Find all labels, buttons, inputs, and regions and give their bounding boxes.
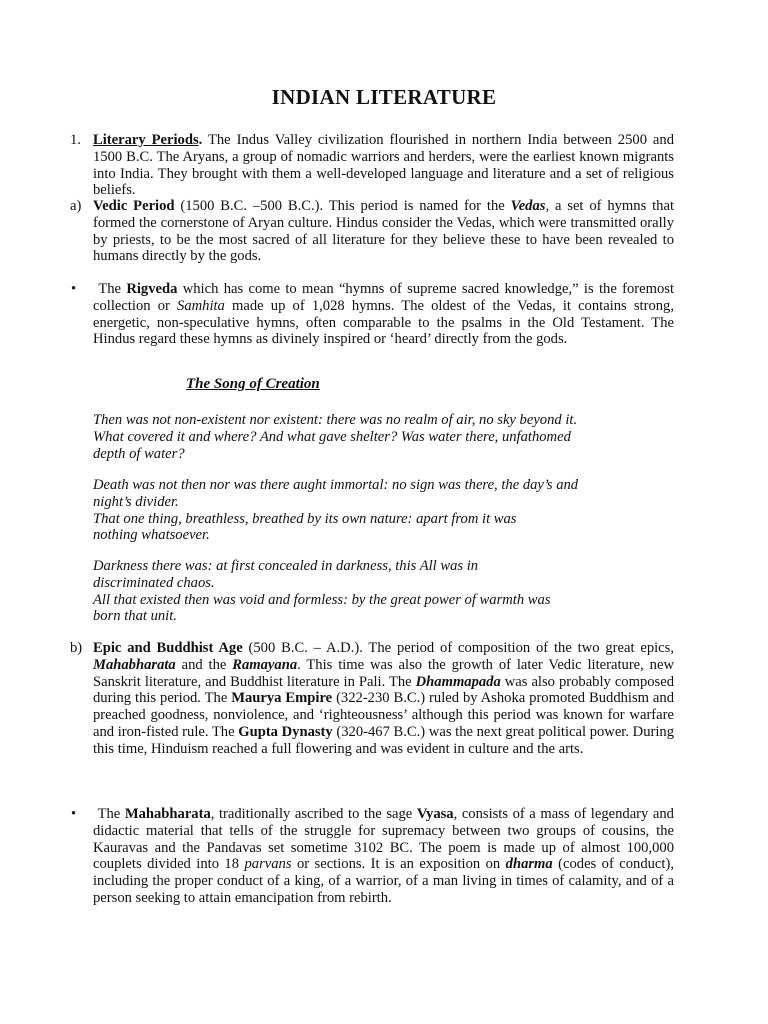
poem-line: What covered it and where? And what gave shelter? Was water there, unfathomed [93, 428, 571, 445]
literary-periods-paragraph [93, 132, 674, 199]
epic-text-6: (320-467 B.C.) was the next great political power. During this time, Hinduism reached a full flowering and was evident in culture and the arts. [93, 723, 674, 757]
dharma-term: dharma [505, 856, 553, 873]
poem-line: born that unit. [93, 608, 177, 625]
poem-line: nothing whatsoever. [93, 527, 210, 544]
poem-line: That one thing, breathless, breathed by its own nature: apart from it was [93, 510, 517, 527]
mahabharata-text-1: , traditionally ascribed to the sage [210, 806, 417, 822]
mahabharata-text-0: The [97, 806, 125, 822]
epic-text-1: (500 B.C. – A.D.). The period of composition of the two great epics, [242, 640, 674, 656]
epic-text-4: was also probably composed during this period. The [93, 673, 674, 707]
rigveda-paragraph [93, 281, 674, 348]
poem-line: Then was not non-existent nor existent: there was no realm of air, no sky beyond it. [93, 412, 578, 428]
vedas-term: Vedas [510, 198, 546, 214]
poem-line: Darkness there was: at first concealed in darkness, this All was in [93, 558, 479, 574]
poem-line: discriminated chaos. [93, 574, 215, 591]
epic-age-heading: Epic and Buddhist Age [93, 640, 243, 656]
dhammapada-term: Dhammapada [415, 673, 501, 690]
mahabharata-text-4: (codes of conduct), including the proper conduct of a king, of a warrior, of a man living in times of calamity, and of a person seeking to attain emancipation from rebirth. [93, 856, 674, 906]
epic-age-paragraph [93, 640, 674, 758]
mahabharata-text-3: or sections. It is an exposition on [291, 856, 506, 873]
rigveda-text-2: made up of 1,028 hymns. The oldest of the Vedas, it contains strong, energetic, non-speculative hymns, often comparable to the psalms in the Old Testament. The Hindus regard these hymns as divinely inspired or ‘heard’ directly from the gods. [93, 297, 674, 348]
vyasa-term: Vyasa [416, 806, 454, 822]
poem-line: night’s divider. [93, 493, 179, 510]
vedic-text-1: (1500 B.C. –500 B.C.). This period is named for the [174, 198, 511, 214]
subsection-marker-b: b) [70, 640, 83, 656]
poem-stanza-2 [93, 477, 693, 544]
gupta-term: Gupta Dynasty [238, 723, 333, 740]
poem-line: Death was not then nor was there aught immortal: no sign was there, the day’s and [93, 477, 579, 493]
poem-line: All that existed then was void and formless: by the great power of warmth was [93, 591, 551, 608]
bullet-rigveda: • [71, 281, 77, 297]
literary-periods-heading: Literary Periods [93, 132, 199, 148]
poem-stanza-1 [93, 412, 693, 462]
literary-periods-text: The Indus Valley civilization flourished in northern India between 2500 and 1500 B.C. The Aryans, a group of nomadic warriors and herders, were the earliest known migrants into India. They brought with them a well-developed language and literature and a set of religious beliefs. [93, 132, 675, 199]
samhita-term: Samhita [177, 297, 225, 314]
section-number: 1. [70, 132, 81, 148]
rigveda-term: Rigveda [126, 281, 178, 297]
song-of-creation-title: The Song of Creation [186, 376, 320, 392]
rigveda-text-1: which has come to mean “hymns of supreme sacred knowledge,” is the foremost collection or [93, 281, 674, 314]
mahabharata-paragraph [93, 806, 674, 907]
ramayana-term: Ramayana [232, 656, 298, 673]
epic-text-3: . This time was also the growth of later Vedic literature, new Sanskrit literature, and Buddhist literature in Pali. The [93, 656, 674, 690]
poem-stanza-3 [93, 558, 693, 625]
maurya-term: Maurya Empire [231, 690, 333, 707]
rigveda-text-0: The [98, 281, 127, 297]
parvans-term: parvans [244, 856, 292, 873]
page-title: INDIAN LITERATURE [271, 85, 497, 109]
mahabharata-name: Mahabharata [124, 806, 211, 822]
subsection-marker-a: a) [70, 198, 82, 214]
heading-period: . [198, 132, 203, 148]
mahabharata-text-2: , consists of a mass of legendary and didactic material that tells of the struggle for supremacy between two groups of cousins, the Kauravas and the Pandavas set sometime 3102 BC. The poem is made up of almost 100,000 couplets divided into 18 [93, 806, 674, 873]
epic-text-5: (322-230 B.C.) ruled by Ashoka promoted Buddhism and preached goodness, nonviolence, and ‘righteousness’ although this period was known for warfare and iron-fisted rule. The [93, 690, 674, 740]
poem-line: depth of water? [93, 445, 185, 462]
vedic-period-heading: Vedic Period [93, 198, 175, 214]
vedic-period-paragraph [93, 198, 674, 265]
vedic-text-2: , a set of hymns that formed the cornerstone of Aryan culture. Hindus consider the Vedas, which were transmitted orally by priests, to be the most sacred of all literature for they believe these to have been revealed to humans directly by the gods. [93, 198, 674, 265]
bullet-mahabharata: • [71, 806, 77, 822]
epic-text-2: and the [175, 656, 233, 673]
mahabharata-term: Mahabharata [93, 656, 176, 673]
